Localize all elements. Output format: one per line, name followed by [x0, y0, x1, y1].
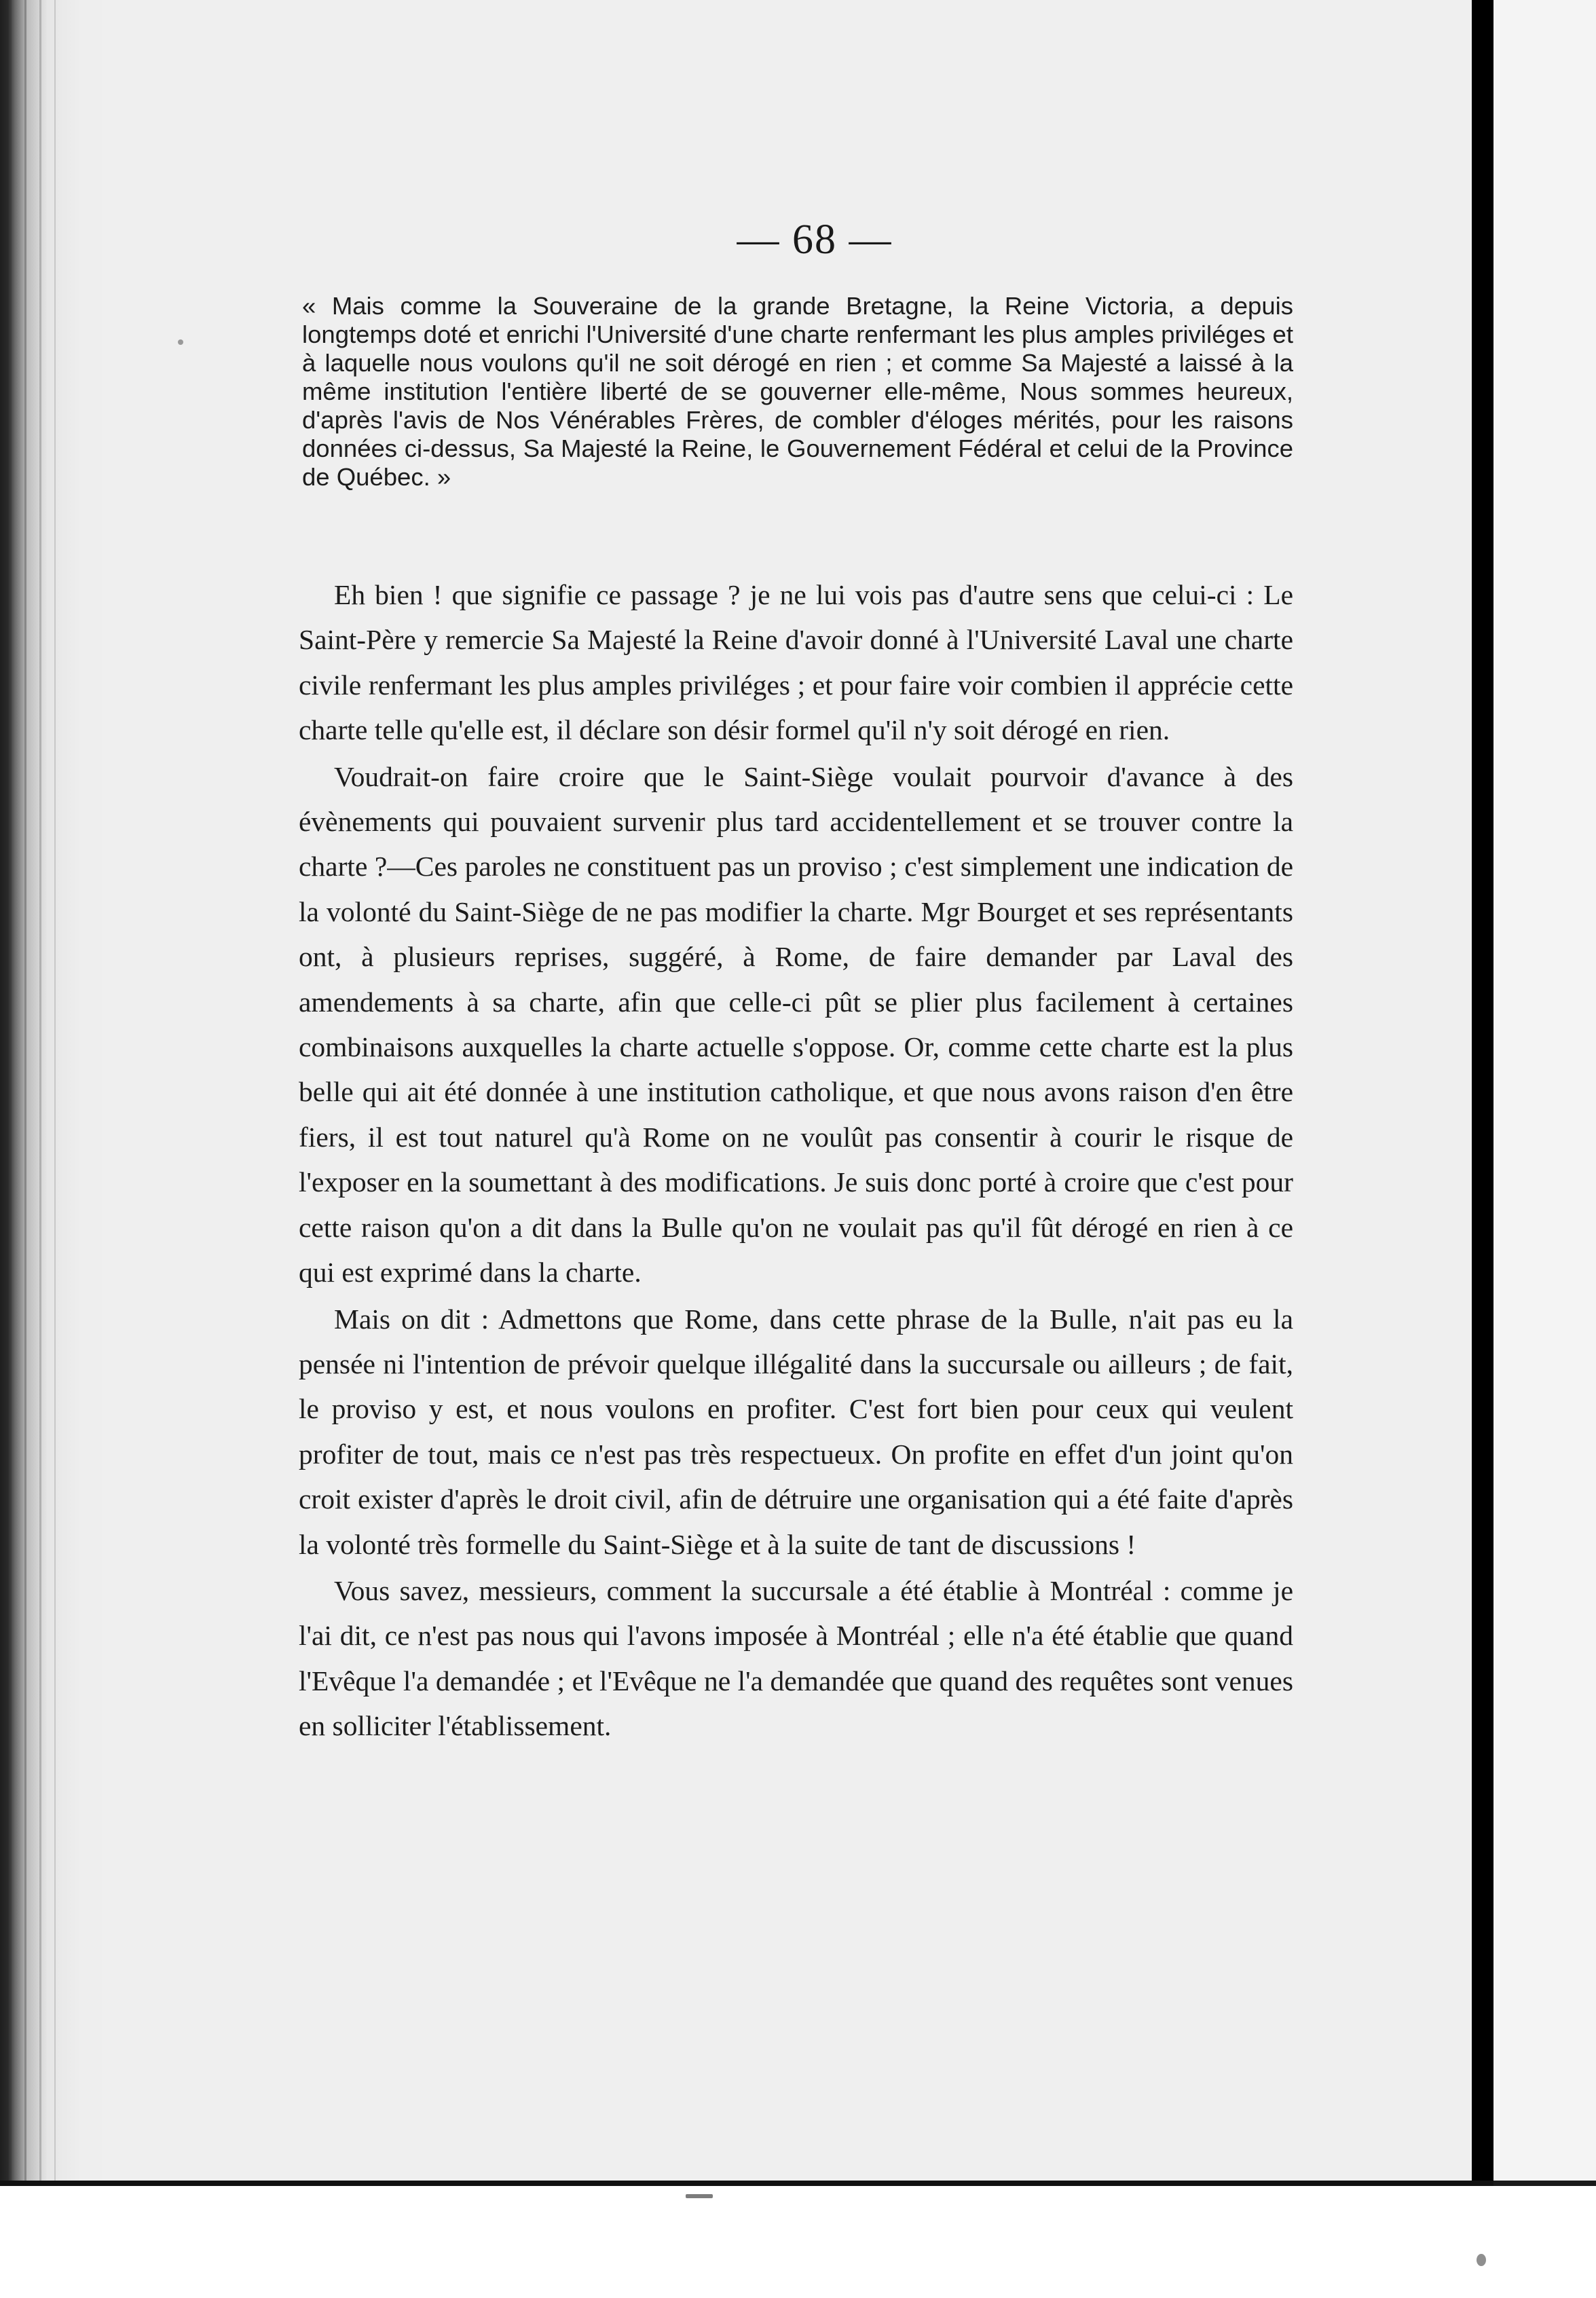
scan-speck	[1477, 2254, 1486, 2266]
page-edge-shadow	[1472, 0, 1493, 2298]
quote-text: « Mais comme la Souveraine de la grande Bretagne, la Reine Victoria, a depuis longtemps doté et enrichi l'Université d'une charte renfermant les plus amples priviléges et à laquelle nous voulons qu'il ne soit dérogé en rien ; et comme Sa Majesté a laissé à la même institution l'entière liberté de se gouverner elle-même, Nous sommes heureux, d'après l'avis de Nos Vénérables Frères, de combler d'éloges mérités, pour les raisons données ci-dessus, Sa Majesté la Reine, le Gouvernement Fédéral et celui de la Province de Québec. »	[302, 292, 1293, 491]
binding-line	[10, 0, 12, 2298]
binding-line	[24, 0, 26, 2298]
binding-line	[39, 0, 41, 2298]
adjacent-page	[1493, 0, 1596, 2186]
binding-line	[54, 0, 56, 2298]
paragraph: Vous savez, messieurs, comment la succursale a été établie à Montréal : comme je l'ai dit, ce n'est pas nous qui l'avons imposée à Montréal ; elle n'a été établie que quand l'Evêque l'a demandée ; et l'Evêque ne l'a demandée que quand des requêtes sont venues en solliciter l'établissement.	[299, 1574, 1293, 1742]
body-text	[299, 572, 1293, 1749]
scan-margin	[0, 2186, 1596, 2298]
quoted-passage	[302, 292, 1293, 492]
paragraph: Voudrait-on faire croire que le Saint-Siège voulait pourvoir d'avance à des évènements qui pouvaient survenir plus tard accidentellement et se trouver contre la charte ?—Ces paroles ne constituent pas un proviso ; c'est simplement une indication de la volonté du Saint-Siège de ne pas modifier la charte. Mgr Bourget et ses représentants ont, à plusieurs reprises, suggéré, à Rome, de faire demander par Laval des amendements à sa charte, afin que celle-ci pût se plier plus facilement à certaines combinaisons auxquelles la charte actuelle s'oppose. Or, comme cette charte est la plus belle qui ait été donnée à une institution catholique, et que nous avons raison d'en être fiers, il est tout naturel qu'à Rome on ne voulût pas consentir à courir le risque de l'exposer en la soumettant à des modifications. Je suis donc porté à croire que c'est pour cette raison qu'on a dit dans la Bulle qu'on ne voulait pas qu'il fût dérogé en rien à ce qui est exprimé dans la charte.	[299, 760, 1293, 1289]
paragraph: Eh bien ! que signifie ce passage ? je ne lui vois pas d'autre sens que celui-ci : Le Saint-Père y remercie Sa Majesté la Reine d'avoir donné à l'Université Laval une charte civile renfermant les plus amples priviléges ; et pour faire voir combien il apprécie cette charte telle qu'elle est, il déclare son désir formel qu'il n'y soit dérogé en rien.	[299, 579, 1293, 746]
scan-speck	[178, 339, 183, 345]
scan-speck	[686, 2194, 713, 2198]
paragraph: Mais on dit : Admettons que Rome, dans cette phrase de la Bulle, n'ait pas eu la pensée ni l'intention de prévoir quelque illégalité dans la succursale ou ailleurs ; de fait, le proviso y est, et nous voulons en profiter. C'est fort bien pour ceux qui veulent profiter de tout, mais ce n'est pas très respectueux. On profite en effet d'un joint qu'on croit exister d'après le droit civil, afin de détruire une organisation qui a été faite d'après la volonté très formelle du Saint-Siège et à la suite de tant de discussions !	[299, 1303, 1293, 1560]
page-number: — 68 —	[737, 217, 893, 263]
